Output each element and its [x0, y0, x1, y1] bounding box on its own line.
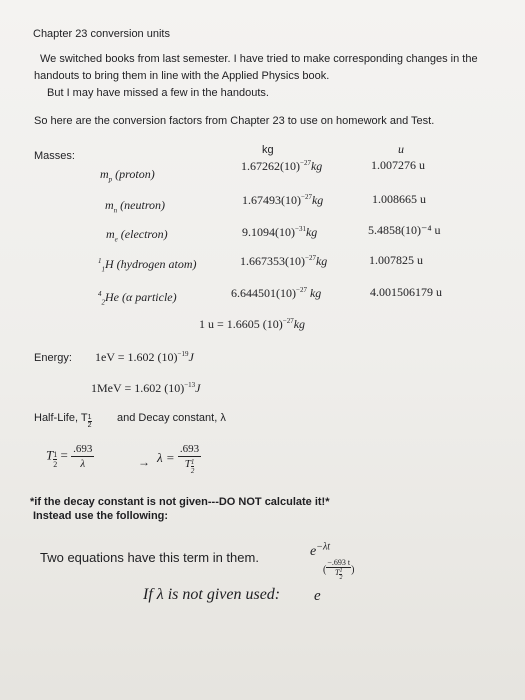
- mass-row-electron-name: $m_e$ (electron): [106, 227, 168, 244]
- mass-row-alpha-name: $^4_2$He (α particle): [98, 290, 177, 307]
- mass-row-hydrogen-name: $^1_1$H (hydrogen atom): [98, 257, 197, 274]
- page-title: Chapter 23 conversion units: [33, 28, 170, 40]
- halflife-equation: T $\frac{1}{2}$ = $\frac{.693}{\lambda}$: [46, 443, 93, 470]
- if-not-given-text: If λ is not given used:: [143, 586, 281, 603]
- decay-constant-warning: *if the decay constant is not given---DO NOT calculate it!*: [30, 496, 330, 508]
- mass-row-neutron-u: 1.008665 u: [372, 192, 426, 206]
- mass-row-electron-u: 5.4858(10)⁻⁴ u: [368, 223, 441, 237]
- intro-line-4: So here are the conversion factors from Chapter 23 to use on homework and Test.: [34, 115, 435, 127]
- instead-label: Instead use the following:: [33, 510, 169, 522]
- exponential-fraction-exponent: ( −.693 t T $\frac{1}{2}$ ): [323, 558, 355, 581]
- mass-row-electron-kg: $9.1094(10)^{-31}kg$: [242, 225, 318, 239]
- mass-row-proton-u: 1.007276 u: [371, 158, 425, 172]
- halflife-label: Half-Life, T $\frac{1}{2}$: [34, 412, 92, 429]
- mass-row-neutron-name: $m_n$ (neutron): [105, 198, 166, 215]
- mass-row-hydrogen-u: 1.007825 u: [369, 253, 423, 267]
- col-header-u: u: [398, 142, 404, 156]
- intro-line-1: We switched books from last semester. I have tried to make corresponding changes in the: [40, 53, 478, 65]
- mass-row-alpha-u: 4.001506179 u: [370, 285, 442, 299]
- atomic-mass-unit-definition: 1 u = 1.6605 $(10)^{-27}kg$: [199, 317, 306, 331]
- intro-line-2: handouts to bring them in line with the Applied Physics book.: [34, 70, 330, 82]
- mass-row-hydrogen-kg: $1.667353(10)^{-27}kg$: [240, 254, 328, 268]
- mass-row-neutron-kg: $1.67493(10)^{-27}kg$: [242, 193, 324, 207]
- decay-constant-label: and Decay constant, λ: [117, 412, 226, 424]
- col-header-kg: kg: [262, 144, 274, 156]
- ev-conversion: 1eV = 1.602 $(10)^{-19}J$: [95, 350, 194, 364]
- intro-line-3: But I may have missed a few in the handouts.: [47, 87, 269, 99]
- mass-row-alpha-kg: $6.644501(10)^{-27}$ kg: [231, 286, 322, 300]
- halflife-subscript-fraction: $\frac{1}{2}$: [87, 414, 92, 429]
- mev-conversion: 1MeV = 1.602 $(10)^{-13}J$: [91, 381, 201, 395]
- exponential-base: e: [314, 588, 321, 604]
- mass-row-proton-kg: $1.67262(10)^{-27}kg$: [241, 159, 323, 173]
- decay-constant-equation: λ = .693 T $\frac{1}{2}$: [157, 443, 200, 475]
- energy-label: Energy:: [34, 352, 72, 364]
- mass-row-proton-name: $m_p$ (proton): [100, 167, 155, 184]
- exponential-term: $e^{-\lambda t}$: [310, 541, 331, 559]
- implies-arrow: →: [138, 455, 150, 469]
- two-equations-text: Two equations have this term in them.: [40, 550, 259, 565]
- masses-label: Masses:: [34, 150, 75, 162]
